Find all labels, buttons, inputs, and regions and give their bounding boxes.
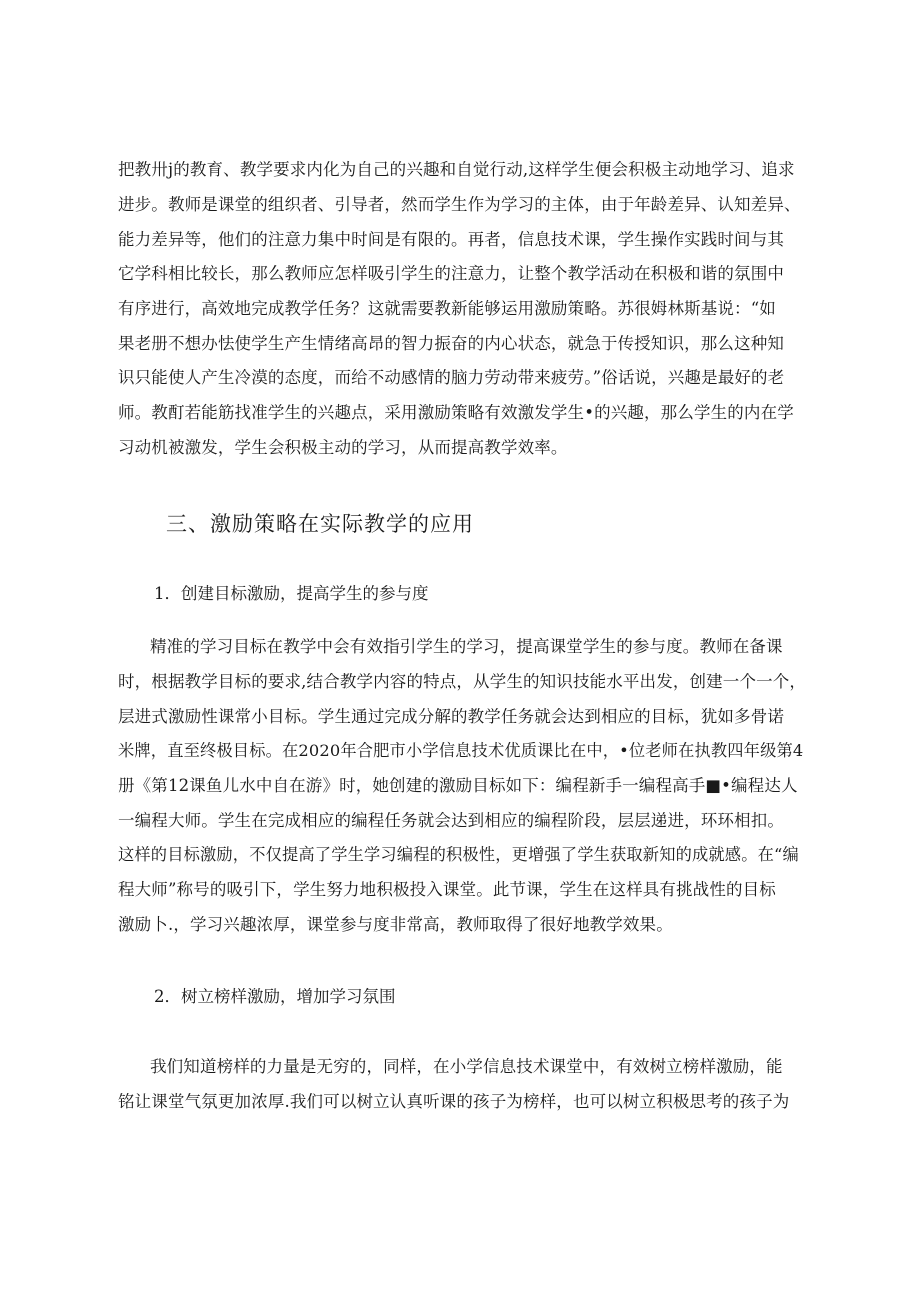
section-heading: 三、激励策略在实际教学的应用	[166, 512, 474, 536]
paragraph-1-line-1: 把教卅j的教育、教学要求内化为自己的兴趣和自觉行动,这样学生便会积极主动地学习、追求	[118, 160, 795, 179]
subheading-2: 2．树立榜样激励，增加学习氛围	[154, 987, 396, 1006]
paragraph-3-line-2: 铭让课堂气氛更加浓厚.我们可以树立认真听课的孩子为榜样，也可以树立积极思考的孩子为	[118, 1092, 790, 1111]
paragraph-3-line-1: 我们知道榜样的力量是无穷的，同样，在小学信息技术课堂中，有效树立榜样激励，能	[150, 1057, 783, 1076]
paragraph-1-line-3: 能力差异等，他们的注意力集中时间是有限的。再者，信息技术课，学生操作实践时间与其	[118, 230, 784, 249]
paragraph-2-line-5: 册《第12课鱼儿水中自在游》时，她创建的激励目标如下：编程新手一编程高手■•编程达人	[118, 776, 798, 795]
subheading-1: 1．创建目标激励，提高学生的参与度	[154, 584, 429, 603]
paragraph-2-line-4: 米牌，直至终极目标。在2020年合肥市小学信息技术优质课比在中，•位老师在执教四年级第4	[118, 741, 804, 760]
paragraph-1-line-7: 识只能使人产生冷漠的态度，而给不动感情的脑力劳动带来疲劳。”俗话说，兴趣是最好的老	[118, 368, 785, 387]
paragraph-2-line-2: 时，根据教学目标的要求,结合教学内容的特点，从学生的知识技能水平出发，创建一个一个，	[118, 672, 807, 691]
paragraph-2-line-3: 层进式激励性课常小目标。学生通过完成分解的教学任务就会达到相应的目标，犹如多骨诺	[118, 707, 784, 726]
paragraph-1-line-4: 它学科相比较长，那么教师应怎样吸引学生的注意力，让整个教学活动在积极和谐的氛围中	[118, 264, 784, 283]
paragraph-1-line-8: 师。教酊若能筋找准学生的兴趣点，采用激励策略有效激发学生•的兴趣，那么学生的内在学	[118, 403, 794, 422]
paragraph-1-line-9: 习动机被激发，学生会积极主动的学习，从而提高教学效率。	[118, 438, 568, 457]
paragraph-2-line-9: 激励卜.，学习兴趣浓厚，课堂参与度非常高，教师取得了很好地教学效果。	[118, 915, 673, 934]
paragraph-1-line-5: 有序进行，高效地完成教学任务？这就需要教新能够运用激励策略。苏很姆林斯基说：“如	[118, 299, 776, 318]
paragraph-2-line-7: 这样的目标激励，不仅提高了学生学习编程的积极性，更增强了学生获取新知的成就感。在“编	[118, 845, 799, 864]
paragraph-2-line-8: 程大师”称号的吸引下，学生努力地积极投入课堂。此节课，学生在这样具有挑战性的目标	[118, 880, 776, 899]
paragraph-2-line-6: 一编程大师。学生在完成相应的编程任务就会达到相应的编程阶段，层层递进，环环相扣。	[118, 811, 784, 830]
paragraph-1-line-2: 进步。教师是课堂的组织者、引导者，然而学生作为学习的主体，由于年龄差异、认知差异、	[118, 195, 801, 214]
paragraph-1-line-6: 果老册不想办怯使学生产生情绪高昂的智力振奋的内心状态，就急于传授知识，那么这种知	[118, 334, 784, 353]
paragraph-2-line-1: 精准的学习目标在教学中会有效指引学生的学习，提高课堂学生的参与度。教师在备课	[150, 637, 783, 656]
